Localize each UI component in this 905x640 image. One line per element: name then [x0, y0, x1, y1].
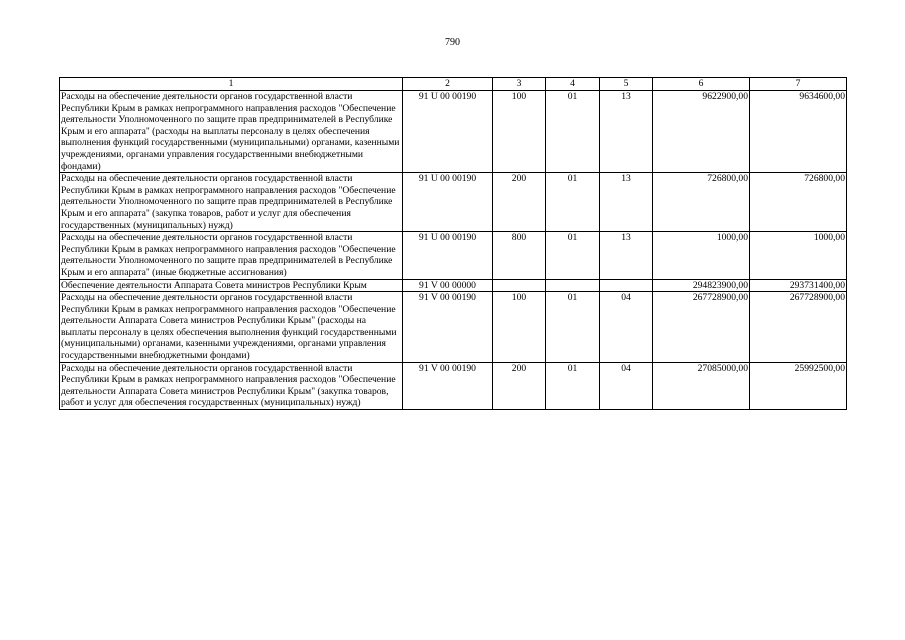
table-row — [60, 292, 847, 363]
row-section — [546, 279, 600, 292]
row-target-code: 91 V 00 00190 — [403, 362, 493, 409]
row-expense-type: 100 — [493, 91, 546, 173]
row-section: 01 — [546, 362, 600, 409]
column-header-6: 6 — [653, 78, 750, 91]
budget-table — [59, 77, 847, 410]
row-target-code: 91 U 00 00190 — [403, 232, 493, 279]
row-expense-type: 800 — [493, 232, 546, 279]
header-row — [60, 78, 847, 91]
row-expense-type — [493, 279, 546, 292]
row-subsection: 04 — [600, 292, 653, 363]
row-expense-type: 100 — [493, 292, 546, 363]
row-description: Расходы на обеспечение деятельности органов государственной власти Республики Крым в рамках непрограммного направления расходов "Обеспечение деятельности Уполномоченного по защите прав предпринимателей в Республике Крым и его аппарата" (закупка товаров, работ и услуг для обеспечения государственных (муниципальных) нужд) — [60, 173, 403, 232]
row-amount-6: 1000,00 — [653, 232, 750, 279]
table-row — [60, 232, 847, 279]
row-section: 01 — [546, 173, 600, 232]
column-header-1: 1 — [60, 78, 403, 91]
row-expense-type: 200 — [493, 173, 546, 232]
column-header-5: 5 — [600, 78, 653, 91]
column-header-4: 4 — [546, 78, 600, 91]
row-amount-6: 294823900,00 — [653, 279, 750, 292]
table-row — [60, 173, 847, 232]
table-row — [60, 362, 847, 409]
row-amount-7: 293731400,00 — [750, 279, 847, 292]
row-target-code: 91 V 00 00190 — [403, 292, 493, 363]
row-amount-7: 9634600,00 — [750, 91, 847, 173]
row-amount-7: 267728900,00 — [750, 292, 847, 363]
row-subsection: 13 — [600, 91, 653, 173]
row-amount-7: 1000,00 — [750, 232, 847, 279]
column-header-2: 2 — [403, 78, 493, 91]
row-section: 01 — [546, 91, 600, 173]
row-target-code: 91 U 00 00190 — [403, 91, 493, 173]
table-row — [60, 279, 847, 292]
row-amount-6: 27085000,00 — [653, 362, 750, 409]
row-amount-7: 726800,00 — [750, 173, 847, 232]
row-amount-6: 267728900,00 — [653, 292, 750, 363]
row-description: Расходы на обеспечение деятельности органов государственной власти Республики Крым в рамках непрограммного направления расходов "Обеспечение деятельности Аппарата Совета министров Республики Крым" (расходы на выплаты персоналу в целях обеспечения выполнения функций государственными (муниципальными) органами, казенными учреждениями, органами управления государственными внебюджетными фондами) — [60, 292, 403, 363]
row-amount-7: 25992500,00 — [750, 362, 847, 409]
row-amount-6: 9622900,00 — [653, 91, 750, 173]
row-subsection: 13 — [600, 173, 653, 232]
row-expense-type: 200 — [493, 362, 546, 409]
table-row — [60, 91, 847, 173]
column-header-3: 3 — [493, 78, 546, 91]
row-description: Расходы на обеспечение деятельности органов государственной власти Республики Крым в рамках непрограммного направления расходов "Обеспечение деятельности Уполномоченного по защите прав предпринимателей в Республике Крым и его аппарата" (иные бюджетные ассигнования) — [60, 232, 403, 279]
row-subsection — [600, 279, 653, 292]
row-section: 01 — [546, 232, 600, 279]
page-number: 790 — [445, 37, 460, 48]
row-description: Расходы на обеспечение деятельности органов государственной власти Республики Крым в рамках непрограммного направления расходов "Обеспечение деятельности Уполномоченного по защите прав предпринимателей в Республике Крым и его аппарата" (расходы на выплаты персоналу в целях обеспечения выполнения функций государственными (муниципальными) органами, казенными учреждениями, органами управления государственными внебюджетными фондами) — [60, 91, 403, 173]
row-description: Расходы на обеспечение деятельности органов государственной власти Республики Крым в рамках непрограммного направления расходов "Обеспечение деятельности Аппарата Совета министров Республики Крым" (закупка товаров, работ и услуг для обеспечения государственных (муниципальных) нужд) — [60, 362, 403, 409]
column-header-7: 7 — [750, 78, 847, 91]
row-target-code: 91 V 00 00000 — [403, 279, 493, 292]
row-amount-6: 726800,00 — [653, 173, 750, 232]
row-description: Обеспечение деятельности Аппарата Совета министров Республики Крым — [60, 279, 403, 292]
row-subsection: 04 — [600, 362, 653, 409]
row-section: 01 — [546, 292, 600, 363]
row-target-code: 91 U 00 00190 — [403, 173, 493, 232]
row-subsection: 13 — [600, 232, 653, 279]
